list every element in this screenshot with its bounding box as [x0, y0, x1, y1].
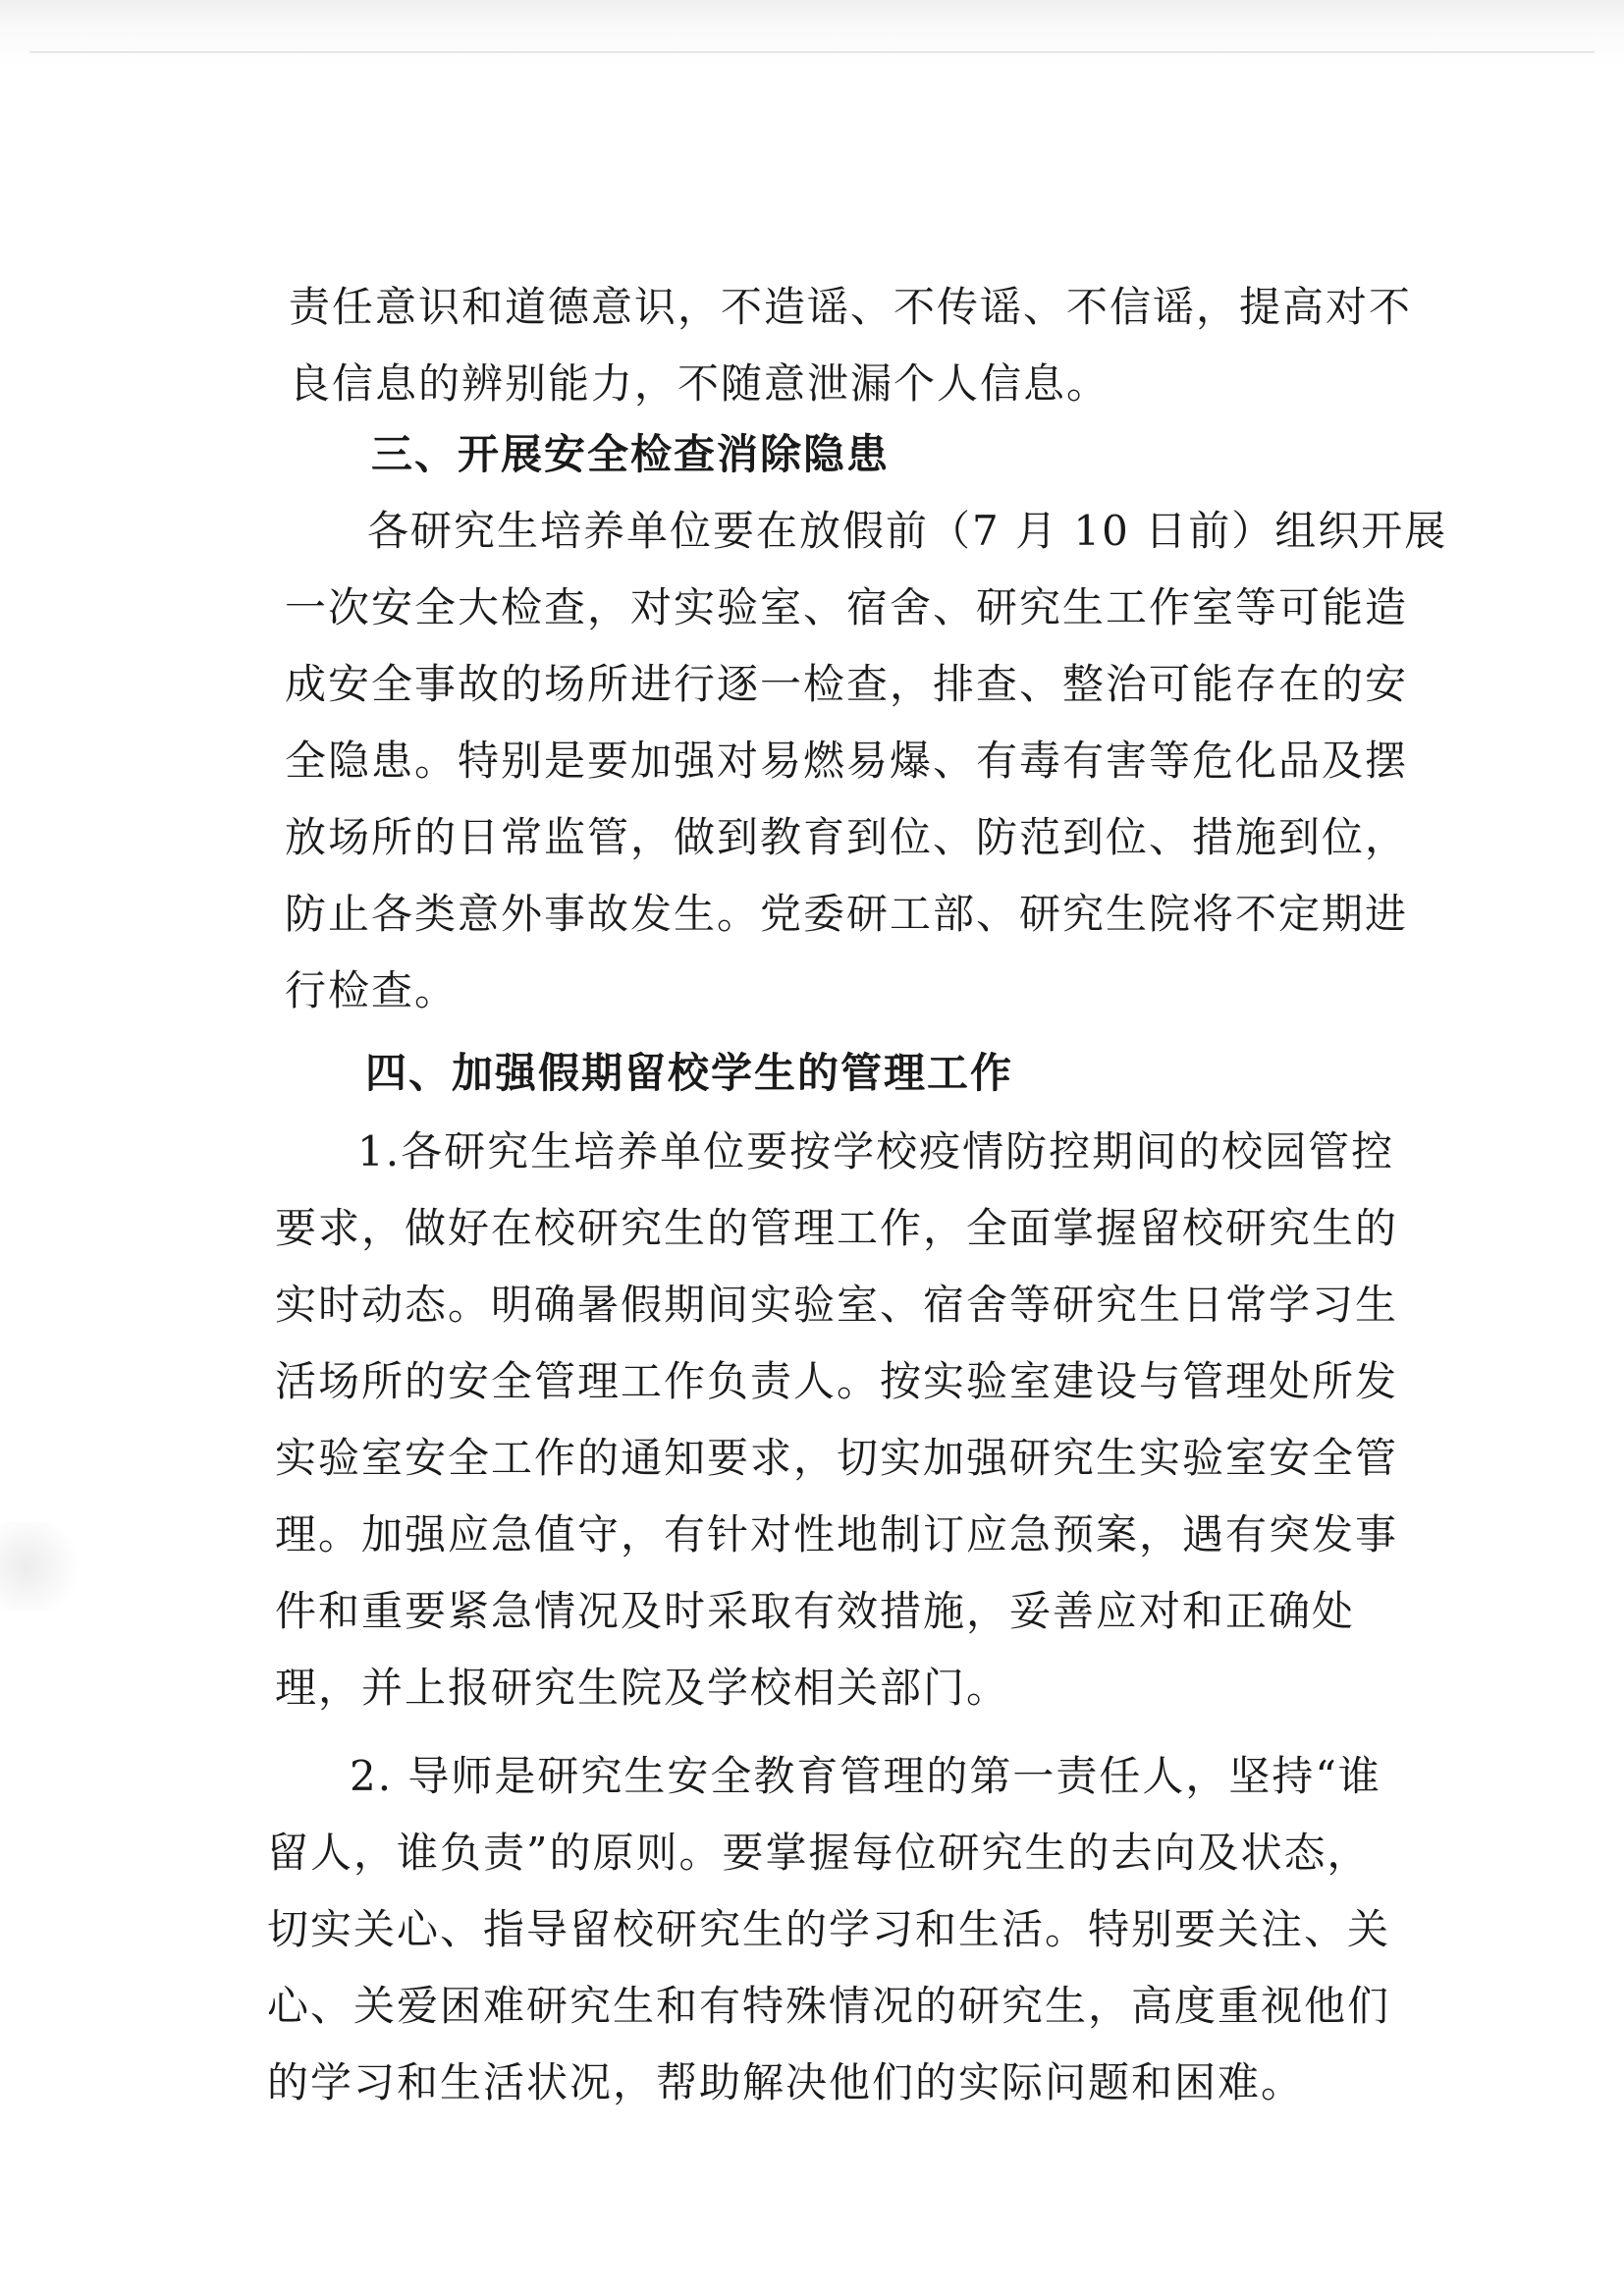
scan-top-shade: [0, 0, 1624, 69]
paragraph-line: 切实关心、指导留校研究生的学习和生活。特别要关注、关: [267, 1905, 1391, 1953]
paragraph-line: 放场所的日常监管，做到教育到位、防范到位、措施到位，: [285, 813, 1409, 861]
section-4-item-2: [267, 1738, 1445, 2121]
section-3-heading: [371, 416, 1549, 493]
section-3-body: [285, 493, 1463, 1029]
section-heading-text: 四、加强假期留校学生的管理工作: [365, 1049, 1014, 1097]
paragraph-line: 实时动态。明确暑假期间实验室、宿舍等研究生日常学习生: [275, 1281, 1399, 1329]
paragraph-line: 一次安全大检查，对实验室、宿舍、研究生工作室等可能造: [285, 583, 1409, 631]
paragraph-line: 良信息的辨别能力，不随意泄漏个人信息。: [289, 359, 1110, 408]
paragraph-line: 责任意识和道德意识，不造谣、不传谣、不信谣，提高对不: [289, 283, 1413, 331]
paragraph-line: 2. 导师是研究生安全教育管理的第一责任人，坚持“谁: [350, 1752, 1381, 1800]
paragraph-line: 件和重要紧急情况及时采取有效措施，妥善应对和正确处: [275, 1587, 1356, 1635]
paragraph-line: 全隐患。特别是要加强对易燃易爆、有毒有害等危化品及摆: [285, 737, 1409, 785]
section-heading-text: 三、开展安全检查消除隐患: [371, 430, 891, 478]
paragraph-line: 的学习和生活状况，帮助解决他们的实际问题和困难。: [267, 2058, 1305, 2106]
paragraph-line: 要求，做好在校研究生的管理工作，全面掌握留校研究生的: [275, 1204, 1399, 1252]
paragraph-line: 理。加强应急值守，有针对性地制订应急预案，遇有突发事: [275, 1510, 1399, 1558]
paragraph-line: 心、关爱困难研究生和有特殊情况的研究生，高度重视他们: [267, 1982, 1391, 2030]
paragraph-line: 留人，谁负责”的原则。要掌握每位研究生的去向及状态，: [267, 1829, 1371, 1877]
paragraph-line: 理，并上报研究生院及学校相关部门。: [275, 1664, 1010, 1712]
continuation-paragraph: [289, 269, 1467, 422]
paragraph-line: 1.各研究生培养单位要按学校疫情防控期间的校园管控: [357, 1127, 1395, 1175]
section-4-item-1: [275, 1114, 1453, 1726]
paragraph-line: 成安全事故的场所进行逐一检查，排查、整治可能存在的安: [285, 660, 1409, 708]
paragraph-line: 行检查。: [285, 966, 459, 1014]
paragraph-line: 防止各类意外事故发生。党委研工部、研究生院将不定期进: [285, 890, 1409, 938]
section-4-heading: [365, 1035, 1543, 1112]
paragraph-line: 实验室安全工作的通知要求，切实加强研究生实验室安全管: [275, 1434, 1399, 1482]
paragraph-line: 各研究生培养单位要在放假前（7 月 10 日前）组织开展: [367, 507, 1448, 555]
scan-edge-line: [29, 51, 1595, 53]
paragraph-line: 活场所的安全管理工作负责人。按实验室建设与管理处所发: [275, 1357, 1399, 1405]
scan-left-shade: [0, 1522, 88, 1611]
